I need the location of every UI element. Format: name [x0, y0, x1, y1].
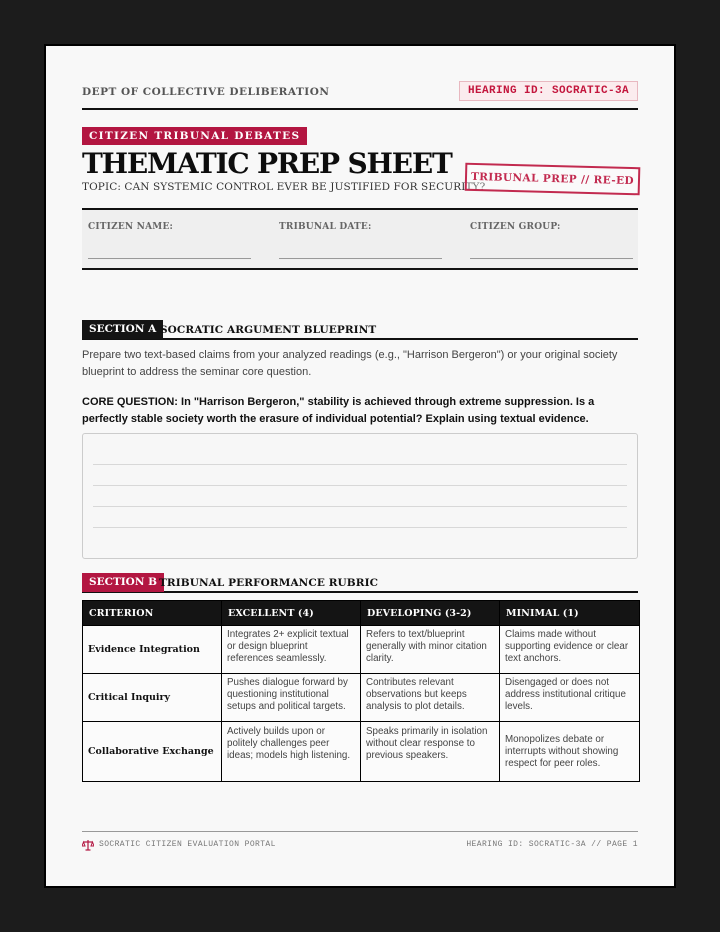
core-question-text: In "Harrison Bergeron," stability is achieved through extreme suppression. Is a perfectly stable society worth the erasure of individual potential? Explain using textual evidence.	[82, 396, 595, 425]
page-content	[82, 46, 638, 886]
core-question	[82, 394, 638, 427]
scales-icon	[82, 839, 94, 851]
prep-sheet-page	[44, 44, 676, 888]
minimal-cell: Claims made without supporting evidence or clear text anchors.	[500, 626, 640, 674]
answer-box[interactable]	[82, 433, 638, 559]
col-excellent: EXCELLENT (4)	[222, 601, 361, 626]
minimal-cell: Disengaged or does not address institutional critique levels.	[500, 674, 640, 722]
tribunal-date-label: TRIBUNAL DATE:	[279, 222, 372, 232]
section-a-intro: Prepare two text-based claims from your analyzed readings (e.g., "Harrison Bergeron") or your original society blueprint to address the seminar core question.	[82, 349, 618, 378]
col-minimal: MINIMAL (1)	[500, 601, 640, 626]
department-label: DEPT OF COLLECTIVE DELIBERATION	[82, 86, 330, 98]
tribunal-date-line[interactable]	[279, 258, 442, 259]
header-rule	[82, 108, 638, 110]
citizen-fields	[82, 208, 638, 270]
footer-page-label: HEARING ID: SOCRATIC-3A // PAGE 1	[466, 840, 638, 849]
col-developing: DEVELOPING (3-2)	[361, 601, 500, 626]
table-row	[83, 674, 640, 722]
footer-portal-label: SOCRATIC CITIZEN EVALUATION PORTAL	[99, 840, 276, 849]
citizen-group-line[interactable]	[470, 258, 633, 259]
table-row	[83, 626, 640, 674]
tribunal-date-field[interactable]	[279, 210, 442, 268]
developing-cell: Refers to text/blueprint generally with minor citation clarity.	[361, 626, 500, 674]
footer-rule	[82, 831, 638, 832]
tribunal-tag: CITIZEN TRIBUNAL DEBATES	[82, 127, 307, 145]
rubric-header-row	[83, 601, 640, 626]
criterion-cell: Critical Inquiry	[83, 674, 222, 722]
section-a-title: SOCRATIC ARGUMENT BLUEPRINT	[160, 324, 377, 336]
answer-line	[93, 464, 627, 465]
citizen-name-field[interactable]	[88, 210, 251, 268]
excellent-cell: Pushes dialogue forward by questioning institutional setups and political targets.	[222, 674, 361, 722]
criterion-cell: Collaborative Exchange	[83, 722, 222, 782]
citizen-name-label: CITIZEN NAME:	[88, 222, 174, 232]
tribunal-prep-stamp: TRIBUNAL PREP // RE-ED	[465, 163, 641, 196]
section-b-header	[82, 575, 638, 593]
answer-line	[93, 485, 627, 486]
developing-cell: Contributes relevant observations but keeps analysis to plot details.	[361, 674, 500, 722]
citizen-group-label: CITIZEN GROUP:	[470, 222, 561, 232]
answer-line	[93, 506, 627, 507]
developing-cell: Speaks primarily in isolation without clear response to previous speakers.	[361, 722, 500, 782]
citizen-name-line[interactable]	[88, 258, 251, 259]
hearing-id-badge: HEARING ID: SOCRATIC-3A	[459, 81, 638, 101]
criterion-cell: Evidence Integration	[83, 626, 222, 674]
minimal-cell: Monopolizes debate or interrupts without showing respect for peer roles.	[500, 722, 640, 782]
core-question-label: CORE QUESTION:	[82, 396, 178, 408]
col-criterion: CRITERION	[83, 601, 222, 626]
page-title: THEMATIC PREP SHEET	[82, 147, 452, 180]
answer-line	[93, 527, 627, 528]
rubric-table	[82, 600, 640, 782]
excellent-cell: Actively builds upon or politely challenges peer ideas; models high listening.	[222, 722, 361, 782]
section-b-badge: SECTION B	[82, 573, 164, 592]
topic-line: TOPIC: CAN SYSTEMIC CONTROL EVER BE JUSTIFIED FOR SECURITY?	[82, 181, 486, 193]
citizen-group-field[interactable]	[470, 210, 633, 268]
section-a-badge: SECTION A	[82, 320, 163, 339]
excellent-cell: Integrates 2+ explicit textual or design blueprint references seamlessly.	[222, 626, 361, 674]
section-b-title: TRIBUNAL PERFORMANCE RUBRIC	[159, 577, 379, 589]
section-a-header	[82, 322, 638, 340]
table-row	[83, 722, 640, 782]
